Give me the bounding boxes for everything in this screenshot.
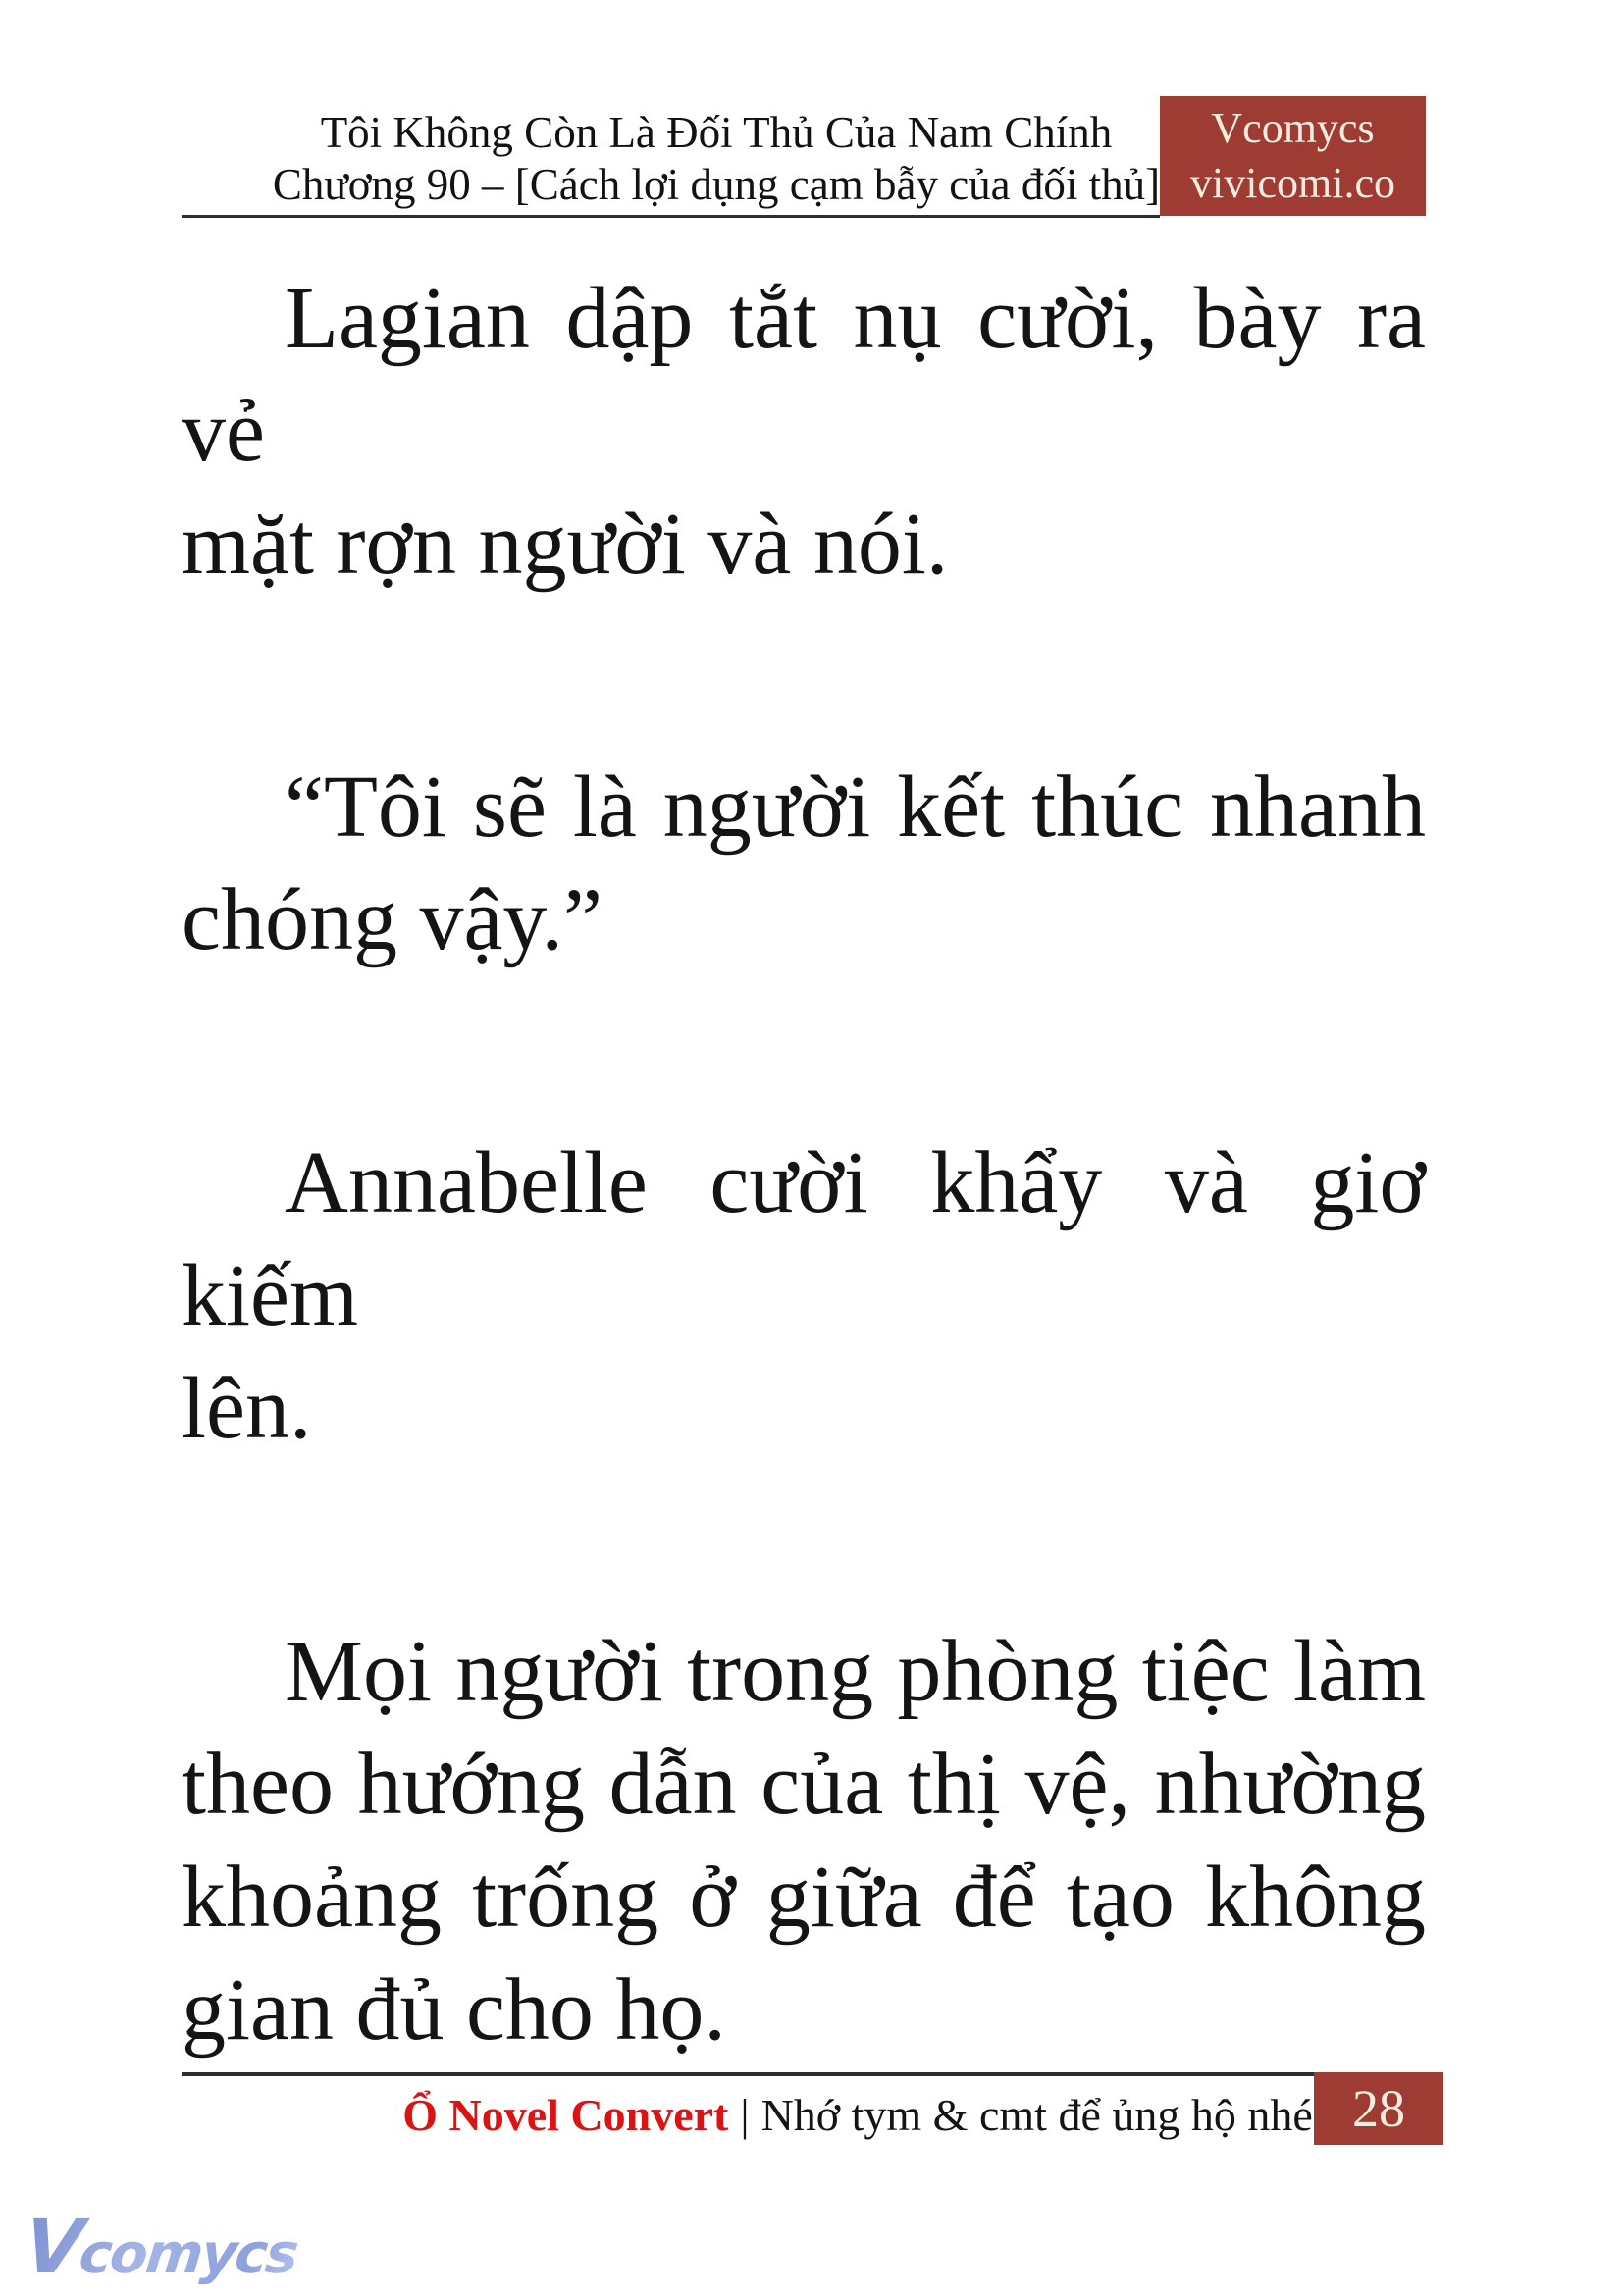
text-line: Annabelle cười khẩy và giơ kiếm (182, 1134, 1426, 1344)
text-line: chóng vậy.” (182, 871, 602, 968)
page-title: Tôi Không Còn Là Đối Thủ Của Nam Chính (320, 108, 1113, 157)
paragraph (182, 262, 1426, 600)
chapter-header (182, 107, 1251, 211)
footer-credit (182, 2086, 1426, 2145)
footer-divider (182, 2072, 1314, 2076)
text-line: “Tôi sẽ là người kết thúc nhanh (285, 758, 1426, 856)
vcomycs-logo: Vcomycs (20, 2208, 301, 2294)
text-line: mặt rợn người và nói. (182, 496, 949, 593)
footer-brand: Ổ Novel Convert (402, 2090, 729, 2140)
paragraph (182, 751, 1426, 976)
header-divider (182, 215, 1160, 218)
footer-note: Nhớ tym & cmt để ủng hộ nhé (760, 2090, 1313, 2140)
text-line: khoảng trống ở giữa để tạo không (182, 1849, 1426, 1946)
text-line: Lagian dập tắt nụ cười, bày ra vẻ (182, 270, 1426, 480)
text-line: lên. (182, 1360, 312, 1457)
paragraph (182, 1615, 1426, 2066)
text-line: Mọi người trong phòng tiệc làm (285, 1623, 1426, 1720)
chapter-title: Chương 90 – [Cách lợi dụng cạm bẫy của đối thủ] (272, 160, 1161, 209)
publisher-site: vivicomi.co (1190, 159, 1395, 207)
publisher-name: Vcomycs (1211, 104, 1375, 152)
page-number: 28 (1352, 2079, 1405, 2138)
publisher-badge (1160, 96, 1426, 216)
text-line: gian đủ cho họ. (182, 1961, 726, 2059)
text-line: theo hướng dẫn của thị vệ, nhường (182, 1736, 1426, 1833)
paragraph (182, 1126, 1426, 1465)
page-number-badge (1314, 2072, 1443, 2145)
footer-separator: | (740, 2090, 750, 2140)
body-text (182, 262, 1426, 2066)
